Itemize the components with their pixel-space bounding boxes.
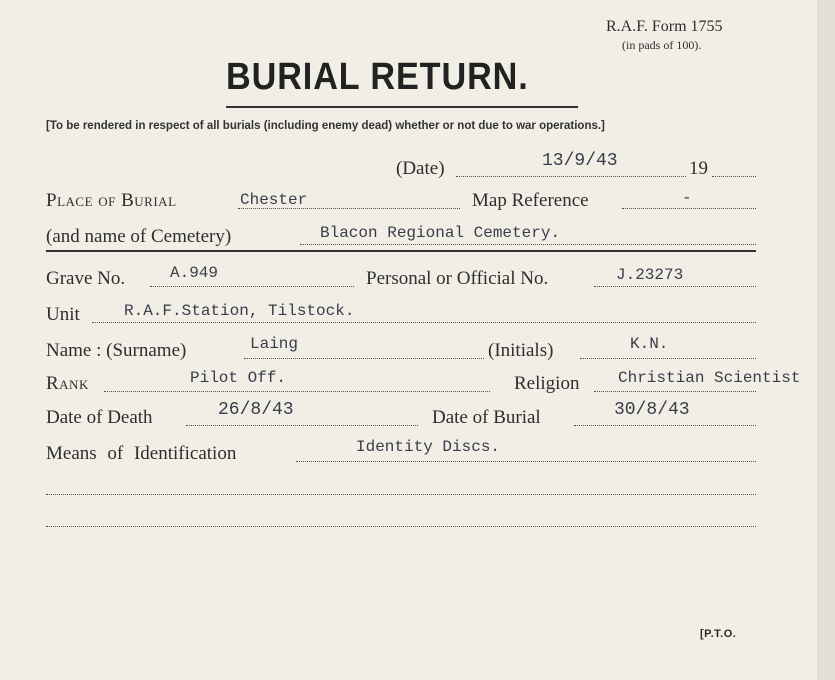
official-dots [594, 286, 756, 287]
death-dots [186, 425, 418, 426]
cemetery-dots [300, 244, 756, 245]
blank-line-2 [46, 526, 756, 527]
identification-dots [296, 461, 756, 462]
date-of-death-label: Date of Death [46, 407, 153, 428]
form-number: R.A.F. Form 1755 [606, 18, 723, 35]
date-dots [456, 176, 686, 177]
date-of-burial-label: Date of Burial [432, 407, 541, 428]
pads-note: (in pads of 100). [622, 38, 702, 52]
burial-dots [574, 425, 756, 426]
grave-dots [150, 286, 354, 287]
map-reference-label: Map Reference [472, 190, 589, 211]
grave-no-value: A.949 [170, 264, 219, 282]
map-dots [622, 208, 756, 209]
paper-edge [817, 0, 835, 680]
unit-label: Unit [46, 304, 80, 325]
pto-note: [P.T.O. [700, 628, 737, 640]
official-no-label: Personal or Official No. [366, 268, 549, 289]
title-underline [226, 106, 578, 108]
place-of-burial-label: Place of Burial [46, 190, 177, 211]
grave-no-label: Grave No. [46, 268, 126, 289]
place-of-burial-value: Chester [240, 191, 308, 209]
section-divider [46, 250, 756, 252]
date-of-death-value: 26/8/43 [218, 400, 294, 420]
initials-label: (Initials) [488, 340, 554, 361]
unit-dots [92, 322, 756, 323]
instruction-text: [To be rendered in respect of all burials (including enemy dead) whether or not due to war operations.] [46, 120, 605, 132]
map-reference-value: - [682, 189, 692, 207]
unit-value: R.A.F.Station, Tilstock. [124, 302, 355, 320]
date-of-burial-value: 30/8/43 [614, 400, 690, 420]
surname-value: Laing [250, 335, 299, 353]
rank-label: Rank [46, 373, 89, 394]
form-title: BURIAL RETURN. [226, 56, 529, 98]
official-no-value: J.23273 [616, 266, 684, 284]
date-value: 13/9/43 [542, 151, 618, 171]
identification-value: Identity Discs. [356, 438, 501, 456]
religion-value: Christian Scientist [618, 369, 801, 387]
surname-dots [244, 358, 484, 359]
cemetery-value: Blacon Regional Cemetery. [320, 224, 561, 242]
surname-label: Name : (Surname) [46, 340, 187, 361]
year-prefix: 19 [689, 158, 708, 179]
cemetery-label: (and name of Cemetery) [46, 226, 232, 247]
religion-label: Religion [514, 373, 580, 394]
rank-value: Pilot Off. [190, 369, 287, 387]
date-label: (Date) [396, 158, 445, 179]
initials-dots [580, 358, 756, 359]
initials-value: K.N. [630, 335, 669, 353]
identification-label: Means of Identification [46, 443, 237, 464]
blank-line-1 [46, 494, 756, 495]
religion-dots [594, 391, 756, 392]
rank-dots [104, 391, 490, 392]
year-dots [712, 176, 756, 177]
